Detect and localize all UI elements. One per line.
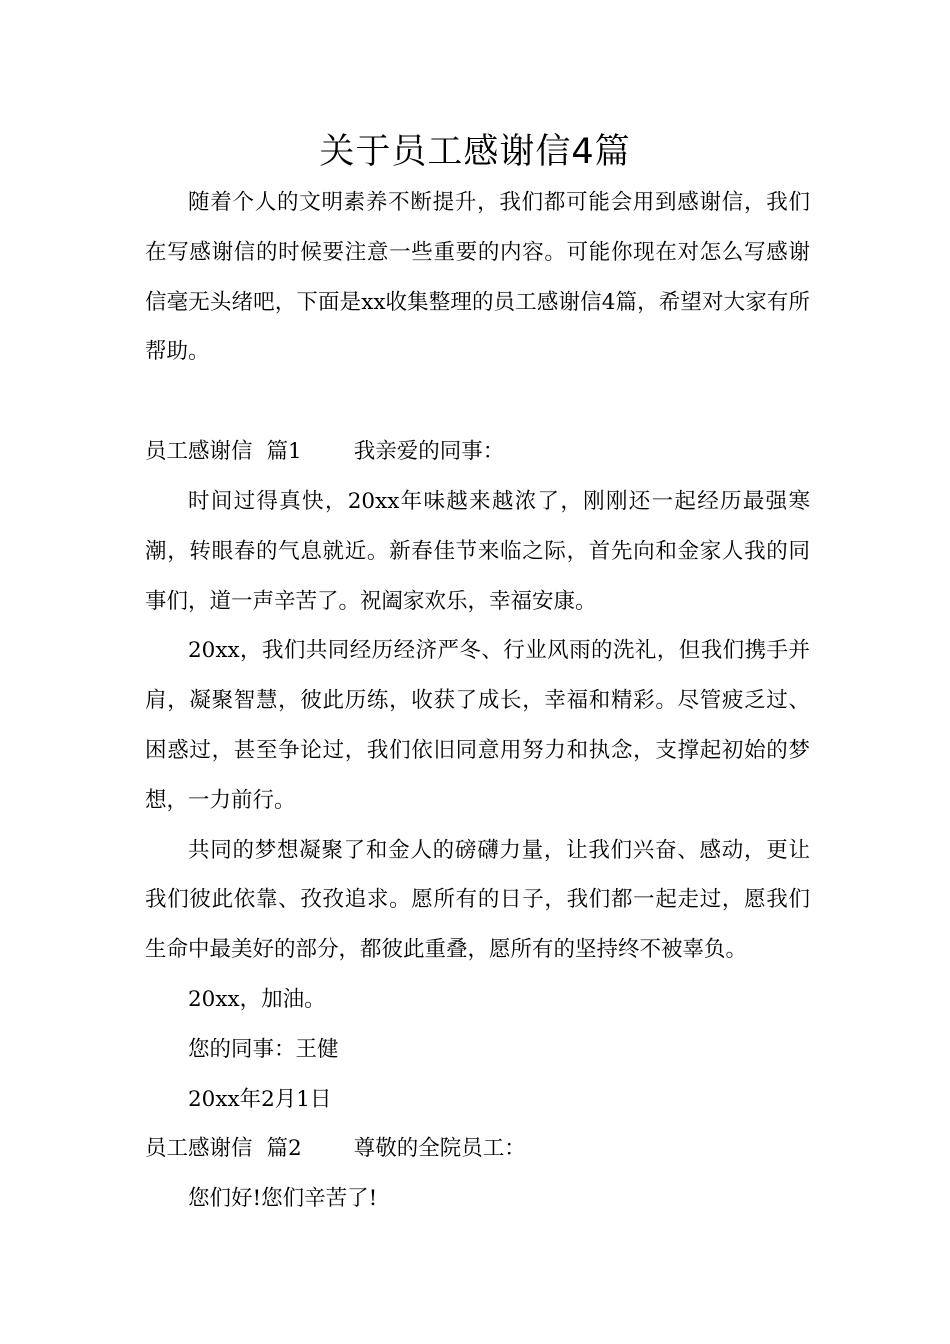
section-greeting: 尊敬的全院员工： — [353, 1136, 526, 1162]
section-heading-1 — [145, 427, 810, 477]
section-heading-2 — [145, 1124, 810, 1174]
date-line: 20xx年2月1日 — [188, 1086, 332, 1112]
document-title: 关于员工感谢信4篇 — [319, 132, 631, 172]
document-body — [145, 178, 810, 1224]
section-number: 篇1 — [266, 439, 302, 465]
intro-paragraph: 随着个人的文明素养不断提升，我们都可能会用到感谢信，我们在写感谢信的时候要注意一些重要的内容。可能你现在对怎么写感谢信毫无头绪吧，下面是xx收集整理的员工感谢信4篇，希望对大家有所帮助。 — [145, 190, 810, 365]
body-paragraph: 您们好!您们辛苦了! — [188, 1186, 378, 1212]
body-paragraph: 20xx，我们共同经历经济严冬、行业风雨的洗礼，但我们携手并肩，凝聚智慧，彼此历练，收获了成长，幸福和精彩。尽管疲乏过、困惑过，甚至争论过，我们依旧同意用努力和执念，支撑起初始的梦想，一力前行。 — [145, 638, 810, 813]
section-label: 员工感谢信 — [145, 1136, 253, 1162]
section-number: 篇2 — [266, 1136, 302, 1162]
blank-line — [145, 377, 810, 427]
section-greeting: 我亲爱的同事： — [353, 439, 505, 465]
section-label: 员工感谢信 — [145, 439, 253, 465]
body-paragraph: 时间过得真快，20xx年味越来越浓了，刚刚还一起经历最强寒潮，转眼春的气息就近。新春佳节来临之际，首先向和金家人我的同事们，道一声辛苦了。祝阖家欢乐，幸福安康。 — [145, 488, 810, 614]
closing-line: 20xx，加油。 — [188, 986, 326, 1012]
signature-line: 您的同事：王健 — [188, 1036, 339, 1062]
body-paragraph: 共同的梦想凝聚了和金人的磅礴力量，让我们兴奋、感动，更让我们彼此依靠、孜孜追求。愿所有的日子，我们都一起走过，愿我们生命中最美好的部分，都彼此重叠，愿所有的坚持终不被辜负。 — [145, 837, 810, 963]
